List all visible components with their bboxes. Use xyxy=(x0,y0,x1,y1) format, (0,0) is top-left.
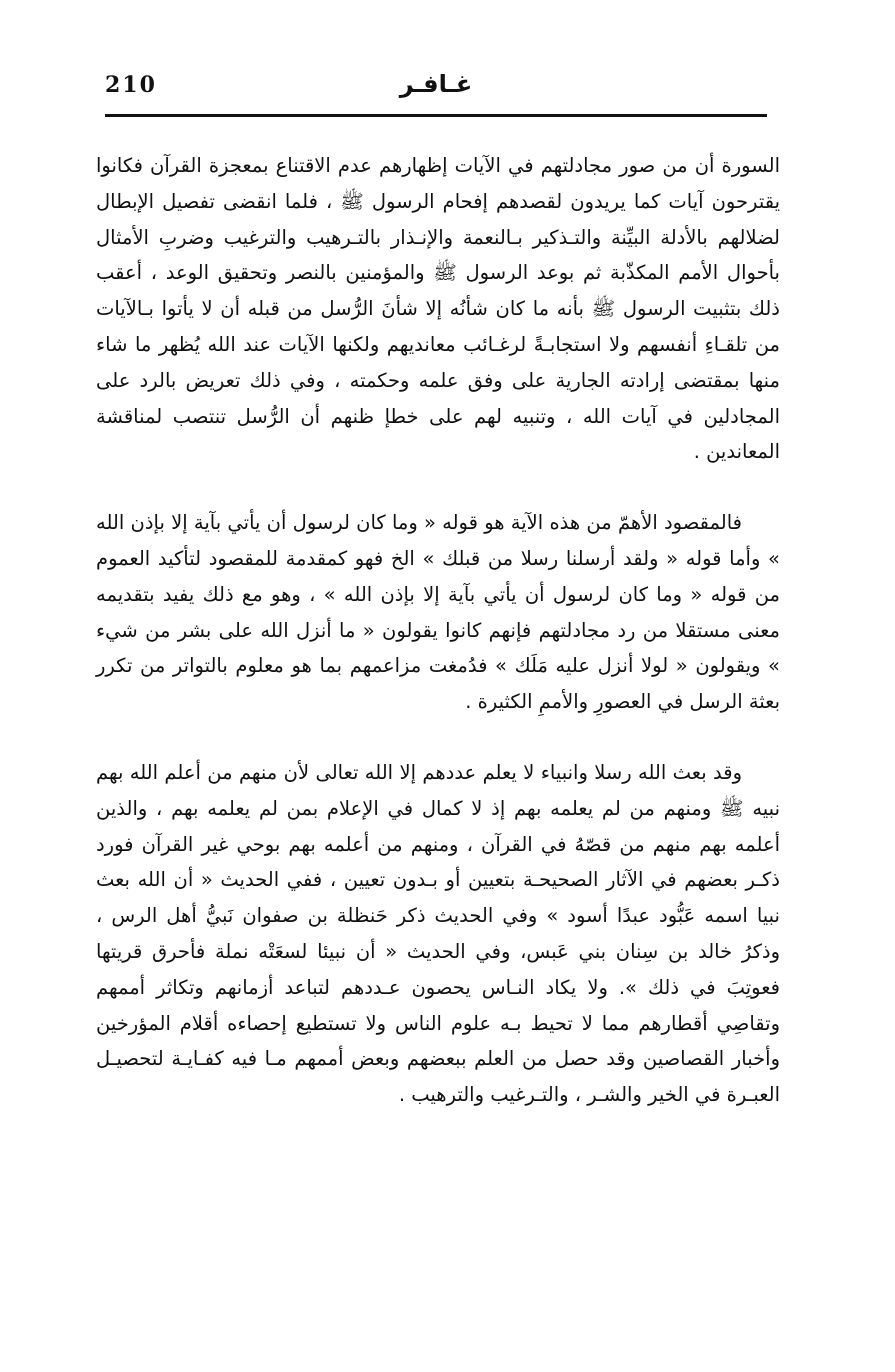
page-number: 210 xyxy=(105,72,157,98)
paragraph-3: وقد بعث الله رسلا وانبياء لا يعلم عددهم إلا الله تعالى لأن منهم من أعلم الله بهم نبيه ﷺ ومنهم من لم يعلمه بهم إذ لا كمال في الإعلام بمن لم يعلمه بهم ، والذين أعلمه بهم منهم من قصّهُ في القرآن ، ومنهم من أعلمه بهم بوحي غير القرآن فورد ذكـر بعضهم في الآثار الصحيحـة بتعيين أو بـدون تعيين ، ففي الحديث « أن الله بعث نبيا اسمه عَبُّود عبدًا أسود » وفي الحديث ذكر حَنظلة بن صفوان نَبيُّ أهل الرس ، وذكرُ خالد بن سِنان بني عَبس، وفي الحديث « أن نبيئا لسعَتْه نملة فأحرق قريتها فعوتِبَ في ذلك ». ولا يكاد النـاس يحصون عـددهم لتباعد أزمانهم وتكاثر أممهم وتقاصِي أقطارهم مما لا تحيط بـه علوم الناس ولا تستطيع إحصاءه أقلام المؤرخين وأخبار القصاصين وقد حصل من العلم ببعضهم وبعض أممهم مـا فيه كفـايـة لتحصيـل العبـرة في الخير والشـر ، والتـرغيب والترهيب . xyxy=(96,760,780,1107)
paragraph-1: السورة أن من صور مجادلتهم في الآيات إظهارهم عدم الاقتناع بمعجزة القرآن فكانوا يقترحون آيات كما يريدون لقصدهم إفحام الرسول ﷺ ، فلما انقضى تفصيل الإبطال لضلالهم بالأدلة البيِّنة والتـذكير بـالنعمة والإنـذار بالتـرهيب والترغيب وضربِ الأمثال بأحوال الأمم المكذّبة ثم بوعد الرسول ﷺ والمؤمنين بالنصر وتحقيق الوعد ، أعقب ذلك بتثبيت الرسول ﷺ بأنه ما كان شأنُه إلا شأنَ الرُّسل من قبله أن لا يأتوا بـالآيات من تلقـاءِ أنفسهم ولا استجابـةً لرغـائب معانديهم ولكنها الآيات عند الله يُظهر ما شاء منها بمقتضى إرادته الجارية على وفق علمه وحكمته ، وفي ذلك تعريض بالرد على المجادلين في آيات الله ، وتنبيه لهم على خطإ ظنهم أن الرُّسل تنتصب لمناقشة المعاندين . xyxy=(96,154,780,464)
paragraph-2: فالمقصود الأهمّ من هذه الآية هو قوله « وما كان لرسول أن يأتي بآية إلا بإذن الله » وأما قوله « ولقد أرسلنا رسلا من قبلك » الخ فهو كمقدمة للمقصود لتأكيد العموم من قوله « وما كان لرسول أن يأتي بآية إلا بإذن الله » ، وهو مع ذلك يفيد بتقديمه معنى مستقلا من رد مجادلتهم فإنهم كانوا يقولون « ما أنزل الله على بشر من شيء » ويقولون « لولا أنزل عليه مَلَك » فدُمغت مزاعمهم بما هو معلوم بالتواتر من تكرر بعثة الرسل في العصورِ والأممِ الكثيرة . xyxy=(96,511,780,714)
body-text xyxy=(96,148,780,1113)
page-header xyxy=(105,70,767,117)
running-title: غـافـر xyxy=(399,70,473,98)
